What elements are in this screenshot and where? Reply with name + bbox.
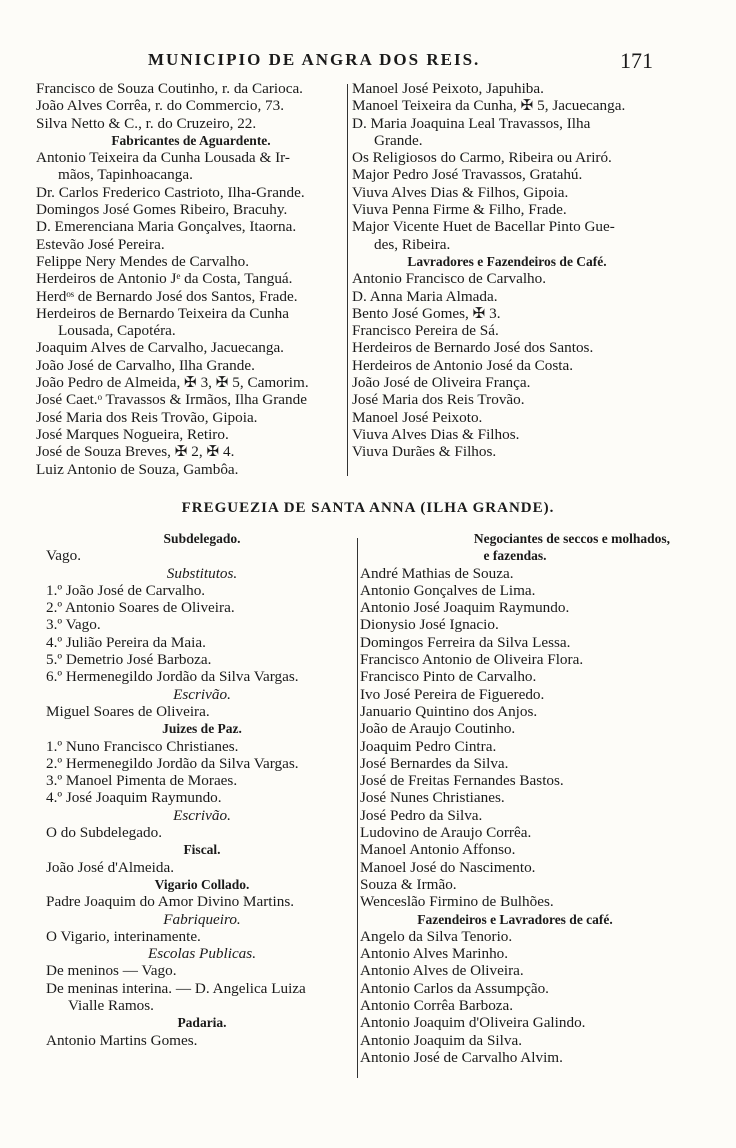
list-item: João Alves Corrêa, r. do Commercio, 73. bbox=[36, 97, 285, 115]
list-item: Viuva Alves Dias & Filhos, Gipoia. bbox=[352, 183, 569, 201]
list-item: Antonio Teixeira da Cunha Lousada & Ir- bbox=[36, 149, 290, 167]
list-item: Domingos José Gomes Ribeiro, Bracuhy. bbox=[36, 201, 288, 219]
list-item: João José d'Almeida. bbox=[46, 858, 175, 876]
list-item: João José de Carvalho, Ilha Grande. bbox=[36, 356, 255, 374]
list-item: Miguel Soares de Oliveira. bbox=[46, 702, 210, 720]
list-item: 3.º Manoel Pimenta de Moraes. bbox=[46, 772, 238, 790]
section-heading: Escrivão. bbox=[173, 806, 231, 824]
list-item: José Nunes Christianes. bbox=[360, 789, 505, 807]
list-item: Dionysio José Ignacio. bbox=[360, 616, 499, 634]
list-item: 2.º Hermenegildo Jordão da Silva Vargas. bbox=[46, 754, 299, 772]
list-item: Manoel José Peixoto, Japuhiba. bbox=[352, 80, 544, 97]
list-item: André Mathias de Souza. bbox=[360, 564, 514, 582]
list-item: Antonio José de Carvalho Alvim. bbox=[360, 1048, 563, 1066]
section-heading: Escolas Publicas. bbox=[148, 945, 256, 963]
list-item: D. Emerenciana Maria Gonçalves, Itaorna. bbox=[36, 218, 297, 236]
list-item: Manoel José Peixoto. bbox=[352, 408, 483, 426]
list-item: Dr. Carlos Frederico Castrioto, Ilha-Grande. bbox=[36, 183, 305, 201]
list-item: D. Anna Maria Almada. bbox=[352, 287, 498, 305]
list-item: 4.º José Joaquim Raymundo. bbox=[46, 789, 222, 807]
list-item: 1.º João José de Carvalho. bbox=[46, 581, 206, 599]
list-item: Herdeiros de Bernardo Teixeira da Cunha bbox=[36, 304, 289, 322]
list-item: Joaquim Alves de Carvalho, Jacuecanga. bbox=[36, 339, 284, 357]
list-item: O Vigario, interinamente. bbox=[46, 927, 201, 945]
list-item: Manoel José do Nascimento. bbox=[360, 858, 536, 876]
page-header bbox=[0, 48, 736, 78]
list-item: Antonio Alves de Oliveira. bbox=[360, 962, 524, 980]
list-item: 5.º Demetrio José Barboza. bbox=[46, 651, 212, 669]
list-item: Souza & Irmão. bbox=[360, 875, 457, 893]
list-item: Antonio Joaquim da Silva. bbox=[360, 1031, 522, 1049]
column-divider bbox=[347, 84, 348, 476]
list-item: Antonio Corrêa Barboza. bbox=[360, 997, 514, 1015]
list-item: João Pedro de Almeida, ✠ 3, ✠ 5, Camorim. bbox=[36, 374, 309, 392]
list-item: De meninos — Vago. bbox=[46, 962, 177, 980]
list-item: José de Freitas Fernandes Bastos. bbox=[360, 772, 564, 790]
list-item: Antonio Francisco de Carvalho. bbox=[352, 270, 547, 288]
section-heading: Subdelegado. bbox=[163, 531, 241, 546]
list-item: 2.º Antonio Soares de Oliveira. bbox=[46, 599, 235, 617]
list-item: De meninas interina. — D. Angelica Luiza bbox=[46, 979, 306, 997]
list-item: Felippe Nery Mendes de Carvalho. bbox=[36, 252, 249, 270]
bottom-right-column bbox=[360, 530, 670, 1066]
list-item: João de Araujo Coutinho. bbox=[360, 720, 516, 738]
list-item: Angelo da Silva Tenorio. bbox=[360, 927, 513, 945]
list-item: Grande. bbox=[374, 131, 423, 149]
list-item: Herdeiros de Antonio Jᵉ da Costa, Tanguá. bbox=[36, 270, 293, 288]
list-item: 4.º Julião Pereira da Maia. bbox=[46, 633, 206, 651]
section-heading: e fazendas. bbox=[483, 548, 547, 564]
list-item: Francisco Antonio de Oliveira Flora. bbox=[360, 651, 584, 669]
list-item: Antonio Gonçalves de Lima. bbox=[360, 581, 536, 599]
list-item: Herdeiros de Bernardo José dos Santos. bbox=[352, 339, 594, 357]
list-item: Antonio Martins Gomes. bbox=[46, 1031, 198, 1049]
list-item: Manoel Antonio Affonso. bbox=[360, 841, 516, 859]
list-item: Antonio José Joaquim Raymundo. bbox=[360, 599, 570, 617]
section-heading: Escrivão. bbox=[173, 685, 231, 703]
list-item: O do Subdelegado. bbox=[46, 824, 162, 842]
column-divider bbox=[357, 538, 358, 1078]
list-item: Herdᵒˢ de Bernardo José dos Santos, Frade. bbox=[36, 287, 298, 305]
list-item: Francisco Pinto de Carvalho. bbox=[360, 668, 537, 686]
list-item: Lousada, Capotéra. bbox=[58, 322, 176, 340]
list-item: mãos, Tapinhoacanga. bbox=[58, 166, 193, 184]
list-item: D. Maria Joaquina Leal Travassos, Ilha bbox=[352, 114, 591, 132]
list-item: José de Souza Breves, ✠ 2, ✠ 4. bbox=[36, 443, 235, 461]
list-item: Viuva Penna Firme & Filho, Frade. bbox=[352, 201, 567, 219]
section-heading: Negociantes de seccos e molhados, bbox=[473, 531, 670, 546]
list-item: José Maria dos Reis Trovão, Gipoia. bbox=[36, 408, 258, 426]
list-item: José Marques Nogueira, Retiro. bbox=[36, 425, 229, 443]
section-heading: Fabriqueiro. bbox=[163, 910, 241, 928]
list-item: José Bernardes da Silva. bbox=[360, 754, 509, 772]
list-item: Major Vicente Huet de Bacellar Pinto Gue- bbox=[352, 218, 615, 236]
list-item: Antonio Joaquim d'Oliveira Galindo. bbox=[360, 1014, 586, 1032]
bottom-left-column bbox=[46, 530, 358, 1049]
list-item: José Caet.ᵒ Travassos & Irmãos, Ilha Grande bbox=[36, 391, 307, 409]
page-title: MUNICIPIO DE ANGRA DOS REIS. bbox=[148, 50, 481, 69]
list-item: Vialle Ramos. bbox=[68, 997, 154, 1015]
list-item: Joaquim Pedro Cintra. bbox=[360, 737, 497, 755]
list-item: Os Religiosos do Carmo, Ribeira ou Ariró. bbox=[352, 149, 612, 167]
list-item: Padre Joaquim do Amor Divino Martins. bbox=[46, 893, 295, 911]
list-item: Herdeiros de Antonio José da Costa. bbox=[352, 356, 574, 374]
section-heading: Juizes de Paz. bbox=[162, 721, 242, 737]
section-heading: Fazendeiros e Lavradores de café. bbox=[417, 911, 613, 927]
top-left-column bbox=[36, 80, 346, 478]
section-heading: Substitutos. bbox=[166, 564, 238, 582]
list-item: João José de Oliveira França. bbox=[352, 374, 531, 392]
list-item: 3.º Vago. bbox=[46, 616, 101, 634]
list-item: Januario Quintino dos Anjos. bbox=[360, 702, 538, 720]
list-item: des, Ribeira. bbox=[374, 235, 451, 253]
section-heading: Padaria. bbox=[177, 1015, 227, 1031]
list-item: Domingos Ferreira da Silva Lessa. bbox=[360, 633, 571, 651]
list-item: Manoel Teixeira da Cunha, ✠ 5, Jacuecanga. bbox=[352, 97, 626, 115]
section-heading: Fabricantes de Aguardente. bbox=[111, 132, 271, 148]
top-right-column bbox=[352, 80, 662, 461]
section-title: FREGUEZIA DE SANTA ANNA (ILHA GRANDE). bbox=[181, 500, 555, 516]
list-item: Estevão José Pereira. bbox=[36, 235, 165, 253]
section-heading: Lavradores e Fazendeiros de Café. bbox=[407, 253, 607, 269]
list-item: Silva Netto & C., r. do Cruzeiro, 22. bbox=[36, 114, 257, 132]
list-item: Ivo José Pereira de Figueredo. bbox=[360, 685, 545, 703]
page-number: 171 bbox=[620, 48, 653, 73]
section-heading: Fiscal. bbox=[183, 842, 221, 858]
list-item: Luiz Antonio de Souza, Gambôa. bbox=[36, 460, 239, 478]
list-item: Ludovino de Araujo Corrêa. bbox=[360, 824, 532, 842]
section-heading: Vigario Collado. bbox=[154, 876, 250, 892]
list-item: Bento José Gomes, ✠ 3. bbox=[352, 304, 501, 322]
list-item: Vago. bbox=[46, 547, 82, 565]
list-item: Wenceslão Firmino de Bulhões. bbox=[360, 893, 554, 911]
list-item: Viuva Alves Dias & Filhos. bbox=[352, 425, 520, 443]
list-item: Antonio Alves Marinho. bbox=[360, 945, 509, 963]
list-item: Antonio Carlos da Assumpção. bbox=[360, 979, 549, 997]
list-item: 1.º Nuno Francisco Christianes. bbox=[46, 737, 239, 755]
list-item: Viuva Durães & Filhos. bbox=[352, 443, 497, 461]
list-item: Francisco Pereira de Sá. bbox=[352, 322, 499, 340]
list-item: 6.º Hermenegildo Jordão da Silva Vargas. bbox=[46, 668, 299, 686]
list-item: Major Pedro José Travassos, Gratahú. bbox=[352, 166, 583, 184]
list-item: Francisco de Souza Coutinho, r. da Carioca. bbox=[36, 80, 303, 97]
list-item: José Maria dos Reis Trovão. bbox=[352, 391, 525, 409]
list-item: José Pedro da Silva. bbox=[360, 806, 483, 824]
